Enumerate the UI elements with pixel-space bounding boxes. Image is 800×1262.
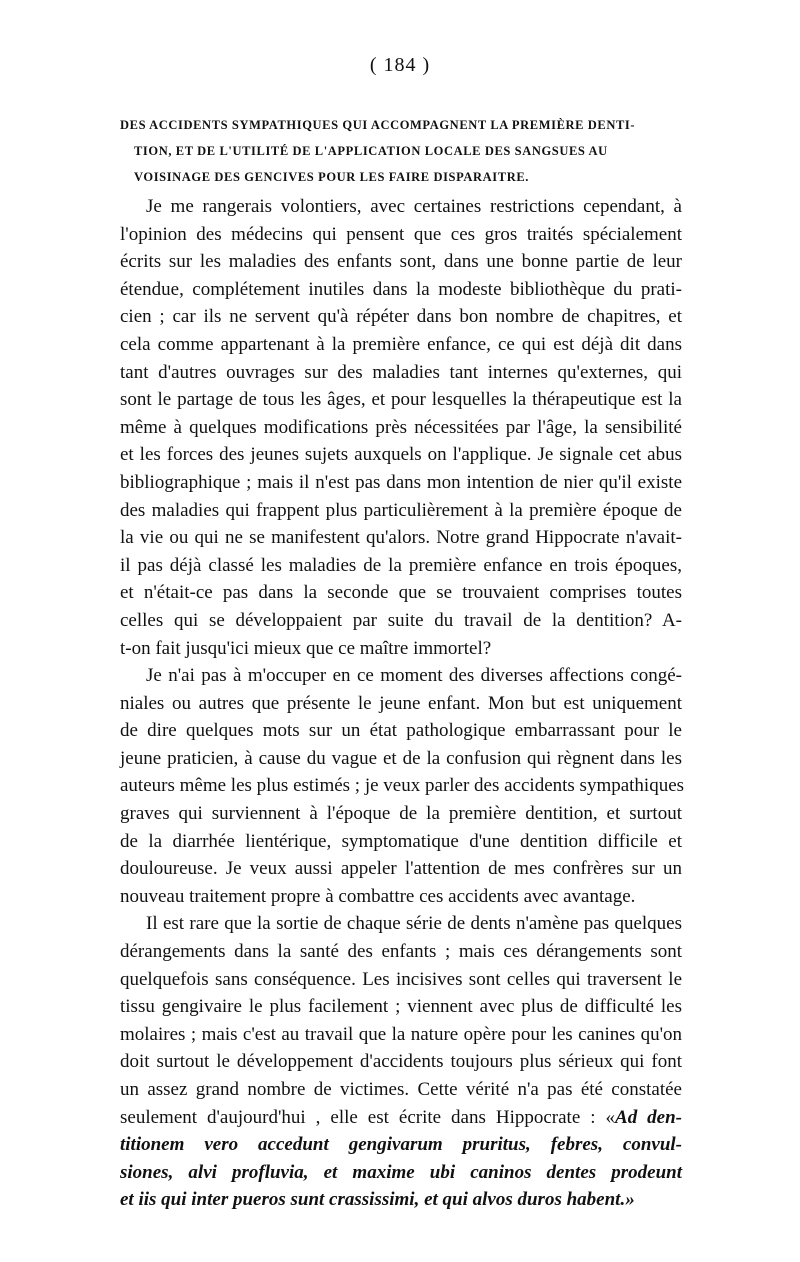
text-line: un assez grand nombre de victimes. Cette vérité n'a pas été constatée <box>120 1079 682 1100</box>
text-line: la vie ou qui ne se manifestent qu'alors. Notre grand Hippocrate n'avait- <box>120 527 682 549</box>
text-line: Il est rare que la sortie de chaque série de dents n'amène pas quelques <box>146 913 682 935</box>
text-line: niales ou autres que présente le jeune enfant. Mon but est uniquement <box>120 692 682 714</box>
paragraph-2 <box>120 662 685 910</box>
body-text <box>120 193 685 1214</box>
heading-line: DES ACCIDENTS SYMPATHIQUES QUI ACCOMPAGNENT LA PREMIÈRE DENTI- <box>120 118 636 132</box>
text-line: écrits sur les maladies des enfants sont, dans une bonne partie de leur <box>120 251 682 273</box>
chapter-heading <box>120 112 688 190</box>
text-line: cien ; car ils ne servent qu'à répéter dans bon nombre de chapitres, et <box>120 306 682 328</box>
latin-quote-line: titionem vero accedunt gengivarum pruritus, febres, convul- <box>120 1134 682 1156</box>
text-line: dérangements dans la santé des enfants ; mais ces dérangements sont <box>120 941 682 963</box>
text-line: et n'était-ce pas dans la seconde que se trouvaient comprises toutes <box>120 582 682 604</box>
text-line: tissu gengivaire le plus facilement ; viennent avec plus de difficulté les <box>120 996 682 1018</box>
page-number: ( 184 ) <box>369 54 431 76</box>
text-line: de la diarrhée lientérique, symptomatique d'une dentition difficile et <box>120 830 682 852</box>
text-line: étendue, complétement inutiles dans la modeste bibliothèque du prati- <box>120 278 682 300</box>
paragraph-1 <box>120 193 682 662</box>
text-line: Je n'ai pas à m'occuper en ce moment des diverses affections congé- <box>146 665 682 687</box>
text-line: et les forces des jeunes sujets auxquels on l'applique. Je signale cet abus <box>120 444 682 466</box>
text-line: auteurs même les plus estimés ; je veux parler des accidents sympathiques <box>120 775 685 797</box>
text-line: même à quelques modifications près nécessitées par l'âge, la sensibilité <box>120 416 682 438</box>
latin-quote-line: siones, alvi profluvia, et maxime ubi caninos dentes prodeunt <box>120 1161 682 1183</box>
text-line: de dire quelques mots sur un état pathologique embarrassant pour le <box>120 720 682 742</box>
text-line: Je me rangerais volontiers, avec certaines restrictions cependant, à <box>146 196 682 217</box>
text-line: celles qui se développaient par suite du travail de la dentition? A- <box>120 609 682 631</box>
text-segment: seulement d'aujourd'hui , elle est écrite dans Hippocrate : « <box>120 1106 616 1128</box>
latin-quote-line: et iis qui inter pueros sunt crassissimi, et qui alvos duros habent.» <box>120 1189 635 1211</box>
heading-line: VOISINAGE DES GENCIVES POUR LES FAIRE DISPARAITRE. <box>134 170 529 184</box>
text-line: tant d'autres ouvrages sur des maladies tant internes qu'externes, qui <box>120 361 682 383</box>
text-line: doit surtout le développement d'accidents toujours plus sérieux qui font <box>120 1051 682 1073</box>
paragraph-3 <box>120 910 682 1214</box>
text-line: graves qui surviennent à l'époque de la première dentition, et surtout <box>120 803 682 825</box>
text-line: l'opinion des médecins qui pensent que ces gros traités spécialement <box>120 223 682 245</box>
text-line: quelquefois sans conséquence. Les incisives sont celles qui traversent le <box>120 968 682 990</box>
text-line: t-on fait jusqu'ici mieux que ce maître immortel? <box>120 637 492 659</box>
text-line: bibliographique ; mais il n'est pas dans mon intention de nier qu'il existe <box>120 471 682 493</box>
text-line-mixed <box>120 1104 682 1132</box>
text-line: cela comme appartenant à la première enfance, ce qui est déjà dit dans <box>120 333 682 355</box>
text-line: nouveau traitement propre à combattre ces accidents avec avantage. <box>120 885 636 907</box>
latin-quote-segment: Ad den- <box>615 1106 682 1128</box>
heading-line: TION, ET DE L'UTILITÉ DE L'APPLICATION LOCALE DES SANGSUES AU <box>134 144 608 158</box>
text-line: des maladies qui frappent plus particulièrement à la première époque de <box>120 499 682 521</box>
text-line: douloureuse. Je veux aussi appeler l'attention de mes confrères sur un <box>120 858 682 880</box>
text-line: il pas déjà classé les maladies de la première enfance en trois époques, <box>120 554 682 576</box>
text-line: sont le partage de tous les âges, et pour lesquelles la thérapeutique est la <box>120 389 682 411</box>
text-line: jeune praticien, à cause du vague et de la confusion qui règnent dans les <box>120 747 682 769</box>
text-line: molaires ; mais c'est au travail que la nature opère pour les canines qu'on <box>120 1023 682 1045</box>
